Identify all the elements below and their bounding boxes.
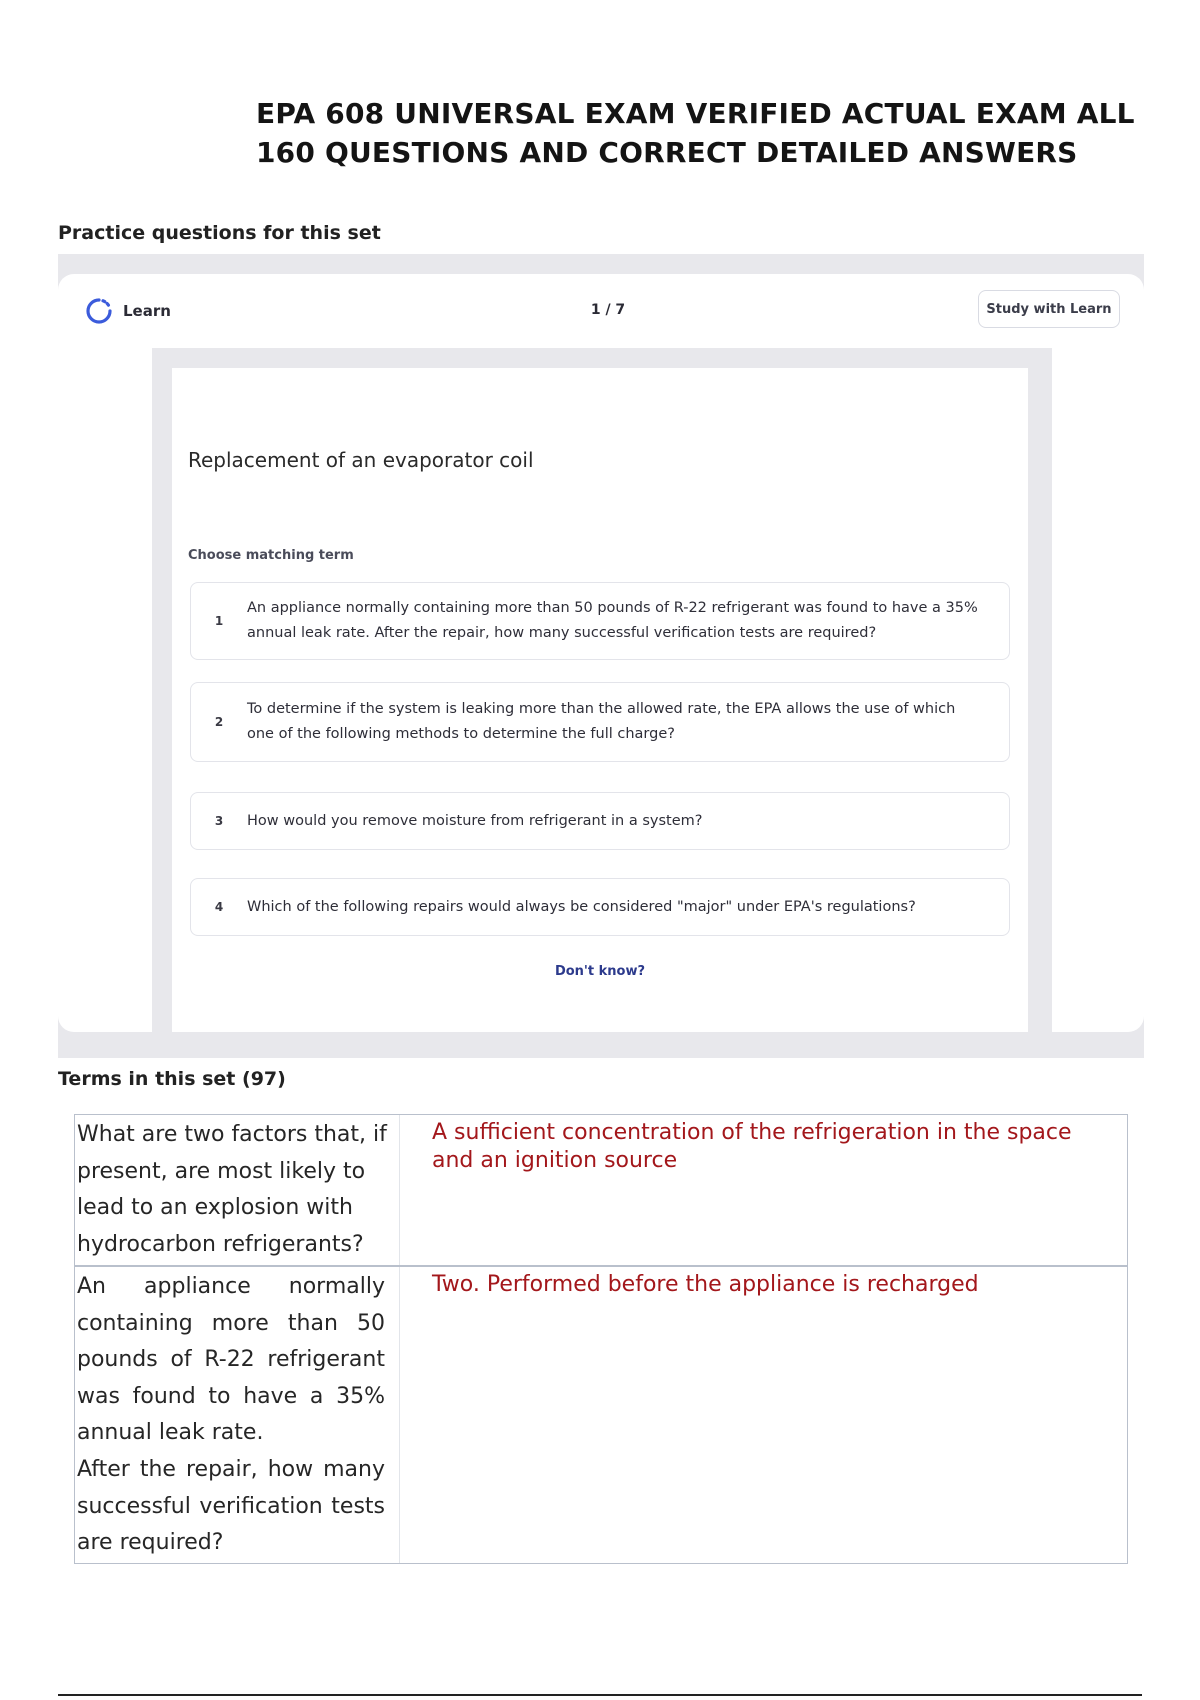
learn-widget-card [58, 274, 1144, 1032]
question-prompt: Replacement of an evaporator coil [188, 448, 534, 472]
learn-widget-header [58, 274, 1144, 348]
answer-option-3[interactable] [190, 792, 1010, 850]
learn-brand[interactable] [84, 296, 171, 326]
choose-matching-term-label: Choose matching term [188, 548, 354, 563]
term-cell [75, 1267, 400, 1563]
page-divider [58, 1694, 1142, 1696]
practice-heading: Practice questions for this set [58, 222, 381, 244]
progress-counter: 1 / 7 [590, 302, 626, 318]
answer-option-1[interactable] [190, 582, 1010, 660]
term-text-part-2: After the repair, how many successful verification tests are required? [77, 1456, 385, 1556]
learn-label: Learn [123, 302, 171, 320]
dont-know-link[interactable]: Don't know? [554, 964, 646, 979]
option-text: How would you remove moisture from refrigerant in a system? [247, 812, 703, 829]
terms-heading: Terms in this set (97) [58, 1068, 286, 1090]
document-title-line-2: 160 QUESTIONS AND CORRECT DETAILED ANSWERS [256, 136, 1078, 169]
option-number: 3 [214, 814, 224, 828]
study-with-learn-button[interactable]: Study with Learn [978, 290, 1120, 328]
option-text: To determine if the system is leaking more than the allowed rate, the EPA allows the use of which one of the following methods to determine the full charge? [247, 701, 956, 742]
option-number: 1 [214, 614, 224, 628]
question-panel [172, 368, 1028, 1032]
terms-table [74, 1114, 1128, 1564]
definition-cell: Two. Performed before the appliance is recharged [432, 1272, 979, 1297]
answer-option-4[interactable] [190, 878, 1010, 936]
document-title-line-1: EPA 608 UNIVERSAL EXAM VERIFIED ACTUAL EXAM ALL [256, 97, 1135, 130]
term-cell: What are two factors that, if present, are most likely to lead to an explosion with hydrocarbon refrigerants? [75, 1115, 400, 1265]
document-title [256, 94, 1156, 172]
option-number: 2 [214, 715, 224, 729]
definition-cell: A sufficient concentration of the refrigeration in the space and an ignition source [432, 1120, 1072, 1173]
table-row [75, 1115, 1127, 1267]
learn-loop-icon [84, 296, 114, 326]
learn-widget-frame [58, 254, 1144, 1058]
option-text: An appliance normally containing more than 50 pounds of R-22 refrigerant was found to have a 35% annual leak rate. After the repair, how many successful verification tests are required? [247, 600, 978, 641]
term-text-part-1: An appliance normally containing more than 50 pounds of R-22 refrigerant was found to have a 35% annual leak rate. [77, 1274, 385, 1446]
answer-option-2[interactable] [190, 682, 1010, 762]
table-row [75, 1267, 1127, 1563]
option-number: 4 [214, 900, 224, 914]
option-text: Which of the following repairs would always be considered "major" under EPA's regulations? [247, 898, 916, 915]
